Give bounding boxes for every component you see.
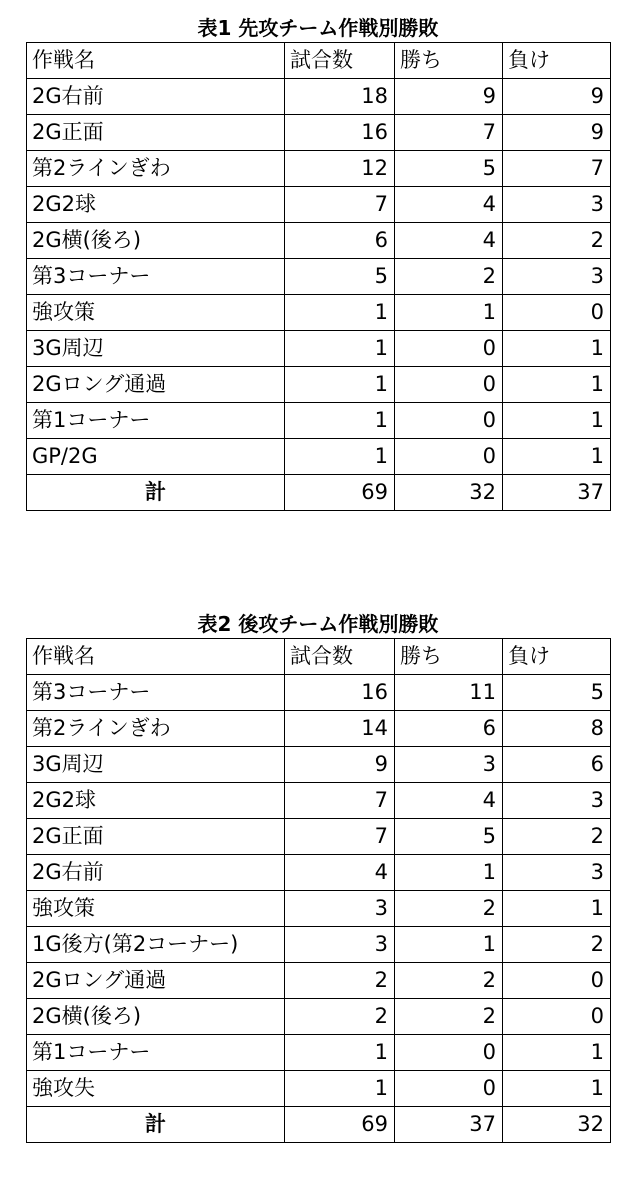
cell-losses: 3 (503, 187, 611, 223)
total-losses: 32 (503, 1107, 611, 1143)
cell-games: 1 (285, 1035, 395, 1071)
cell-name: 2G2球 (27, 783, 285, 819)
table-row (27, 675, 611, 711)
header-cell-losses: 負け (503, 43, 611, 79)
table-row (27, 259, 611, 295)
cell-wins: 3 (395, 747, 503, 783)
cell-games: 14 (285, 711, 395, 747)
cell-losses: 0 (503, 295, 611, 331)
cell-games: 1 (285, 1071, 395, 1107)
cell-games: 1 (285, 331, 395, 367)
cell-losses: 1 (503, 439, 611, 475)
cell-losses: 3 (503, 259, 611, 295)
cell-games: 7 (285, 783, 395, 819)
cell-wins: 2 (395, 259, 503, 295)
total-row (27, 475, 611, 511)
total-losses: 37 (503, 475, 611, 511)
cell-games: 12 (285, 151, 395, 187)
cell-games: 4 (285, 855, 395, 891)
cell-losses: 9 (503, 115, 611, 151)
cell-wins: 0 (395, 403, 503, 439)
header-cell-games: 試合数 (285, 43, 395, 79)
cell-games: 1 (285, 439, 395, 475)
table-row (27, 1071, 611, 1107)
cell-games: 1 (285, 295, 395, 331)
cell-games: 1 (285, 367, 395, 403)
cell-losses: 3 (503, 783, 611, 819)
cell-losses: 2 (503, 927, 611, 963)
cell-name: 強攻策 (27, 891, 285, 927)
cell-name: 2G正面 (27, 115, 285, 151)
cell-wins: 9 (395, 79, 503, 115)
cell-losses: 1 (503, 403, 611, 439)
cell-wins: 5 (395, 819, 503, 855)
cell-wins: 4 (395, 223, 503, 259)
cell-name: 2G横(後ろ) (27, 223, 285, 259)
cell-losses: 9 (503, 79, 611, 115)
table-row (27, 891, 611, 927)
cell-name: 第3コーナー (27, 675, 285, 711)
table-row (27, 783, 611, 819)
cell-wins: 0 (395, 367, 503, 403)
cell-losses: 7 (503, 151, 611, 187)
cell-wins: 1 (395, 927, 503, 963)
cell-name: 第1コーナー (27, 403, 285, 439)
table-1-block (26, 14, 610, 511)
cell-wins: 2 (395, 999, 503, 1035)
cell-games: 16 (285, 675, 395, 711)
table-row (27, 151, 611, 187)
cell-wins: 7 (395, 115, 503, 151)
total-label: 計 (27, 1107, 285, 1143)
cell-name: 3G周辺 (27, 747, 285, 783)
table-row (27, 819, 611, 855)
cell-wins: 4 (395, 187, 503, 223)
cell-wins: 2 (395, 891, 503, 927)
table-row (27, 711, 611, 747)
table-row (27, 331, 611, 367)
header-cell-losses: 負け (503, 639, 611, 675)
cell-wins: 1 (395, 295, 503, 331)
table-row (27, 79, 611, 115)
cell-name: 第3コーナー (27, 259, 285, 295)
cell-games: 9 (285, 747, 395, 783)
table-row (27, 187, 611, 223)
cell-wins: 11 (395, 675, 503, 711)
cell-name: 1G後方(第2コーナー) (27, 927, 285, 963)
table-row (27, 115, 611, 151)
header-cell-name: 作戦名 (27, 639, 285, 675)
cell-games: 6 (285, 223, 395, 259)
cell-name: 2G右前 (27, 79, 285, 115)
cell-wins: 1 (395, 855, 503, 891)
cell-wins: 5 (395, 151, 503, 187)
cell-losses: 5 (503, 675, 611, 711)
cell-wins: 0 (395, 331, 503, 367)
cell-losses: 2 (503, 223, 611, 259)
cell-name: 第1コーナー (27, 1035, 285, 1071)
header-cell-games: 試合数 (285, 639, 395, 675)
table-row (27, 747, 611, 783)
cell-wins: 0 (395, 1071, 503, 1107)
header-cell-wins: 勝ち (395, 639, 503, 675)
table-row (27, 295, 611, 331)
cell-wins: 4 (395, 783, 503, 819)
table-row (27, 855, 611, 891)
header-cell-wins: 勝ち (395, 43, 503, 79)
header-cell-name: 作戦名 (27, 43, 285, 79)
cell-name: 強攻策 (27, 295, 285, 331)
cell-losses: 0 (503, 963, 611, 999)
cell-games: 5 (285, 259, 395, 295)
cell-name: GP/2G (27, 439, 285, 475)
cell-losses: 0 (503, 999, 611, 1035)
table-row (27, 223, 611, 259)
total-games: 69 (285, 475, 395, 511)
table-row (27, 367, 611, 403)
cell-games: 2 (285, 999, 395, 1035)
cell-games: 3 (285, 891, 395, 927)
cell-name: 2G右前 (27, 855, 285, 891)
cell-wins: 0 (395, 1035, 503, 1071)
cell-wins: 6 (395, 711, 503, 747)
cell-name: 強攻失 (27, 1071, 285, 1107)
cell-name: 2Gロング通過 (27, 367, 285, 403)
cell-losses: 1 (503, 367, 611, 403)
cell-losses: 8 (503, 711, 611, 747)
cell-name: 2G正面 (27, 819, 285, 855)
table-header-row (27, 43, 611, 79)
cell-name: 第2ラインぎわ (27, 151, 285, 187)
table-row (27, 927, 611, 963)
table-1-caption: 表1 先攻チーム作戦別勝敗 (197, 16, 439, 40)
total-games: 69 (285, 1107, 395, 1143)
table-row (27, 1035, 611, 1071)
cell-games: 3 (285, 927, 395, 963)
cell-games: 18 (285, 79, 395, 115)
cell-games: 16 (285, 115, 395, 151)
cell-name: 2Gロング通過 (27, 963, 285, 999)
cell-name: 2G横(後ろ) (27, 999, 285, 1035)
cell-games: 2 (285, 963, 395, 999)
cell-wins: 2 (395, 963, 503, 999)
cell-games: 7 (285, 819, 395, 855)
cell-losses: 1 (503, 1035, 611, 1071)
cell-name: 第2ラインぎわ (27, 711, 285, 747)
cell-games: 7 (285, 187, 395, 223)
total-wins: 37 (395, 1107, 503, 1143)
cell-losses: 1 (503, 1071, 611, 1107)
cell-losses: 3 (503, 855, 611, 891)
table-row (27, 999, 611, 1035)
table-row (27, 439, 611, 475)
cell-games: 1 (285, 403, 395, 439)
cell-losses: 1 (503, 891, 611, 927)
cell-losses: 6 (503, 747, 611, 783)
total-wins: 32 (395, 475, 503, 511)
table-header-row (27, 639, 611, 675)
cell-losses: 2 (503, 819, 611, 855)
total-row (27, 1107, 611, 1143)
table-2-block (26, 610, 610, 1143)
table-row (27, 403, 611, 439)
cell-wins: 0 (395, 439, 503, 475)
table-2-caption: 表2 後攻チーム作戦別勝敗 (197, 612, 439, 636)
table-row (27, 963, 611, 999)
cell-name: 2G2球 (27, 187, 285, 223)
cell-name: 3G周辺 (27, 331, 285, 367)
table-2 (26, 638, 611, 1143)
table-1 (26, 42, 611, 511)
total-label: 計 (27, 475, 285, 511)
cell-losses: 1 (503, 331, 611, 367)
